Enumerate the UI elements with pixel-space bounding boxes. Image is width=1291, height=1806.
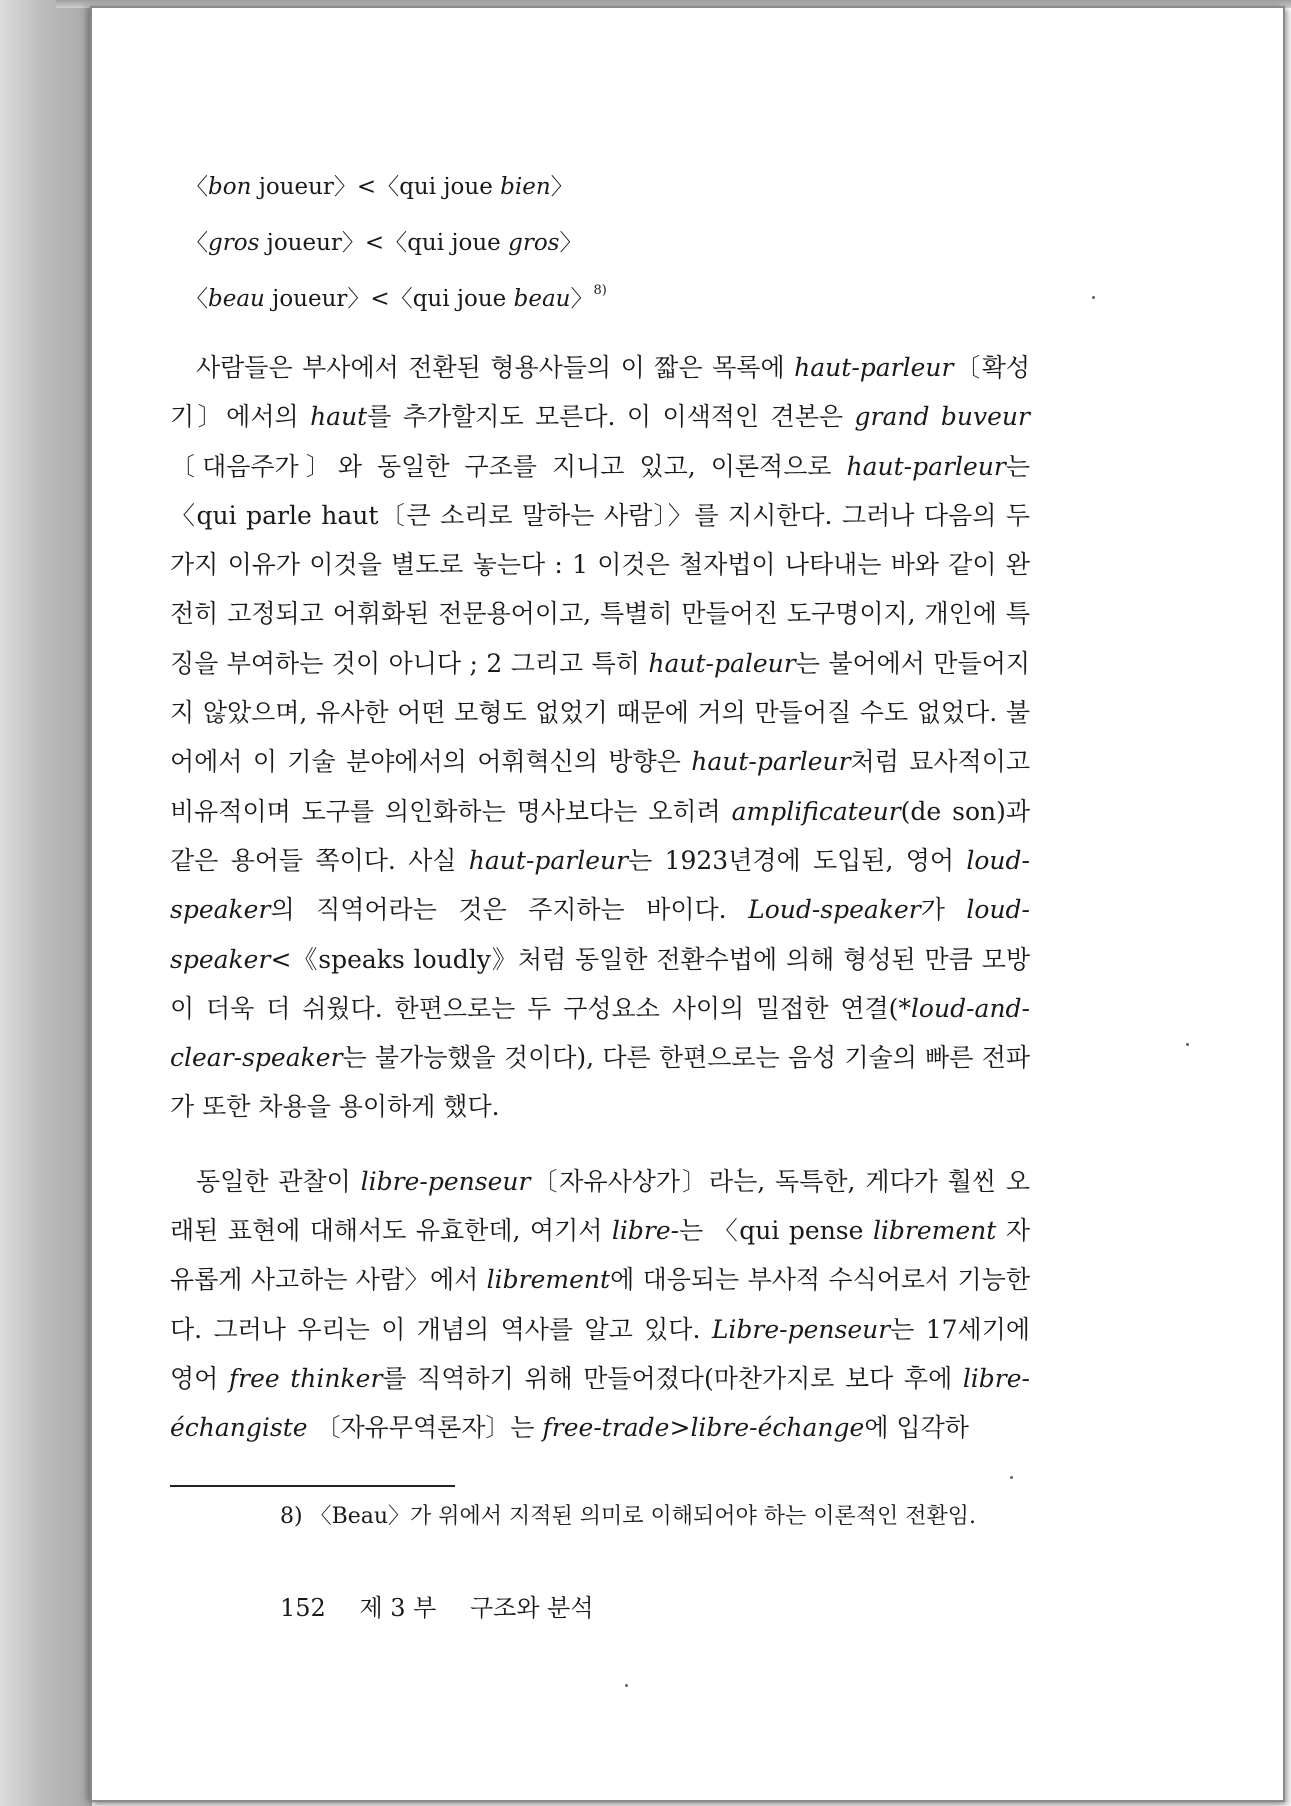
text-run: 〔자유사상가〕라는, 독특한, 게다가 훨씬 오래된 표현에 대해서도 유효한데, 여기서 [170,1166,1030,1246]
text-run: 를 직역하기 위해 만들어졌다(마찬가지로 보다 후에 [382,1363,963,1393]
italic-term: libre-échange [690,1413,865,1443]
speck [625,1684,628,1687]
italic-term: haut-paleur [648,648,796,678]
text-run: 에 입각하 [864,1413,969,1443]
text-run: (de son)과 같은 용어들 쪽이다. 사실 [170,796,1030,875]
paragraph-2-text [170,1167,1030,1442]
italic-term: libre- [611,1216,680,1246]
example-adverb: gros [508,230,560,256]
text-run: 〔확성기〕에서의 [170,353,1030,432]
text-run: 에 대응되는 부사적 수식어로서 기능한다. 그러나 우리는 이 개념의 역사를 알고 있다. [170,1265,1030,1344]
italic-term: free thinker [228,1363,383,1393]
example-line: 〈bon joueur〉<〈qui joue bien〉 [185,174,574,200]
text-run: 는 17세기에 영어 [170,1314,1031,1393]
text-run: 는 불어에서 만들어지지 않았으며, 유사한 어떤 모형도 없었기 때문에 거의 만들어질 수도 없었다. 불어에서 이 기술 분야에서의 어휘혁신의 방향은 [170,648,1030,777]
text-run: <《speaks loudly》처럼 동일한 전환수법에 의해 형성된 만큼 모방이 더욱 더 쉬웠다. 한편으로는 두 구성요소 사이의 밀접한 연결( [170,944,1030,1023]
italic-term: Loud-speaker [748,895,921,925]
example-adverb: beau [513,286,571,312]
text-run: 자유롭게 사고하는 사람〉에서 [170,1216,1030,1295]
italic-term: Libre-penseur [711,1314,891,1344]
text-run: 〔대음주가〕와 동일한 구조를 지니고 있고, 이론적으로 [170,451,847,481]
text-run: 는 〈qui parle haut〔큰 소리로 말하는 사람〕〉를 지시한다. 그러나 다음의 두 가지 이유가 이것을 별도로 놓는다 : 1 이것은 철자법이 나타내는 바와 같이 완전히 고정되고 어휘화된 전문용어이고, 특별히 만들어진 도구명이지, 개인에 특징을 부여하는 것이 아니다 ; 2 그리고 특히 [170,451,1030,678]
italic-term: *loud-and-clear-speaker [170,993,1030,1073]
example-gloss: qui joue [412,286,514,312]
speck [1186,1043,1189,1046]
text-run: 는 불가능했을 것이다), 다른 한편으로는 음성 기술의 빠른 전파가 또한 차용을 용이하게 했다. [170,1043,1030,1122]
footnote-8: 8) 〈Beau〉가 위에서 지적된 의미로 이해되어야 하는 이론적인 전환임. [280,1504,977,1529]
italic-term: haut [310,402,368,432]
example-line: 〈beau joueur〉<〈qui joue beau〉$^{8)}$ [185,283,607,312]
page-number: 152 [280,1594,326,1622]
example-list [170,155,1030,323]
italic-term: haut-parleur [846,451,1006,481]
footnote-marker: 8) [593,283,607,298]
book-spine [0,0,92,1806]
speck [1092,296,1095,299]
example-gloss: qui joue [407,230,509,256]
example-adjective: bon [208,174,252,200]
section-title: 구조와 분석 [470,1594,594,1622]
text-run: 동일한 관찰이 [196,1166,361,1196]
example-adjective: gros [208,230,260,256]
example-line: 〈gros joueur〉<〈qui joue gros〉 [185,230,583,256]
example-noun: joueur [251,174,334,200]
text-run: 〔자유무역론자〕는 [307,1413,543,1443]
page-footer [280,1588,620,1623]
italic-term: free-trade [542,1413,670,1443]
italic-term: haut-parleur [468,845,629,875]
italic-term: haut-parleur [691,747,851,777]
italic-term: loud-speaker [170,845,1030,925]
italic-term: amplificateur [731,796,901,826]
text-run: 의 직역어라는 것은 주지하는 바이다. [270,895,749,925]
italic-term: loud-speaker [170,895,1030,974]
italic-term: librement [872,1216,997,1246]
italic-term: librement [486,1265,611,1295]
body-paragraph-2 [170,1157,1030,1453]
text-run: 가 [920,895,967,925]
example-gloss: qui joue [399,174,501,200]
italic-term: grand buveur [854,402,1030,432]
example-adverb: bien [500,174,551,200]
italic-term: haut-parleur [794,353,954,382]
text-run: > [669,1413,691,1443]
paragraph-1-text [170,353,1030,1121]
text-run: 처럼 묘사적이고 비유적이며 도구를 의인화하는 명사보다는 오히려 [170,747,1030,826]
page-content [170,155,1030,1478]
text-run: 를 추가할지도 모른다. 이 이색적인 견본은 [367,402,855,432]
footnote-rule [170,1485,455,1487]
italic-term: libre-penseur [360,1166,531,1196]
text-run: 는 〈qui pense [679,1216,873,1246]
part-label: 제 3 부 [359,1594,437,1622]
body-paragraph-1 [170,343,1030,1132]
italic-term: libre-échangiste [170,1363,1030,1443]
text-run: 사람들은 부사에서 전환된 형용사들의 이 짧은 목록에 [196,353,795,382]
example-noun: joueur [259,230,342,256]
text-run: 는 1923년경에 도입된, 영어 [628,845,967,875]
example-adjective: beau [208,286,265,312]
example-noun: joueur [264,286,348,312]
